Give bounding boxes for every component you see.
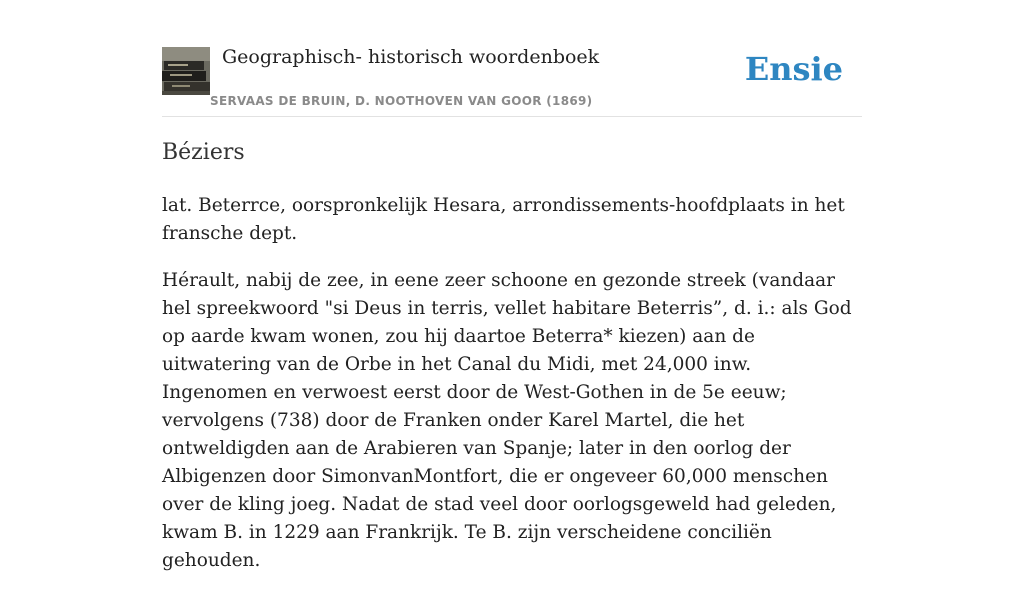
book-cover-image	[162, 47, 210, 95]
book-header	[162, 40, 862, 117]
entry-title: Béziers	[162, 140, 245, 165]
ensie-logo-link[interactable]: Ensie	[744, 50, 843, 88]
entry-paragraph: lat. Beterrce, oorspronkelijk Hesara, arrondissements-hoofdplaats in het fransche dept.	[162, 195, 845, 244]
entry-body	[162, 192, 862, 594]
book-title[interactable]: Geographisch- historisch woordenboek	[222, 46, 600, 68]
book-cover-icon[interactable]	[162, 47, 210, 95]
entry-paragraph: Hérault, nabij de zee, in eene zeer schoone en gezonde streek (vandaar hel spreekwoord "si Deus in terris, vellet habitare Beterris”, d. i.: als God op aarde kwam wonen, zou hij daartoe Beterra* kiezen) aan de uitwatering van de Orbe in het Canal du Midi, met 24,000 inw. Ingenomen en verwoest eerst door de West-Gothen in de 5e eeuw; vervolgens (738) door de Franken onder Karel Martel, die het ontweldigden aan de Arabieren van Spanje; later in den oorlog der Albigenzen door SimonvanMontfort, die er ongeveer 60,000 menschen over de kling joeg. Nadat de stad veel door oorlogsgeweld had geleden, kwam B. in 1229 aan Frankrijk. Te B. zijn verscheidene conciliën gehouden.	[162, 270, 852, 571]
book-author: SERVAAS DE BRUIN, D. NOOTHOVEN VAN GOOR (1869)	[210, 94, 593, 108]
